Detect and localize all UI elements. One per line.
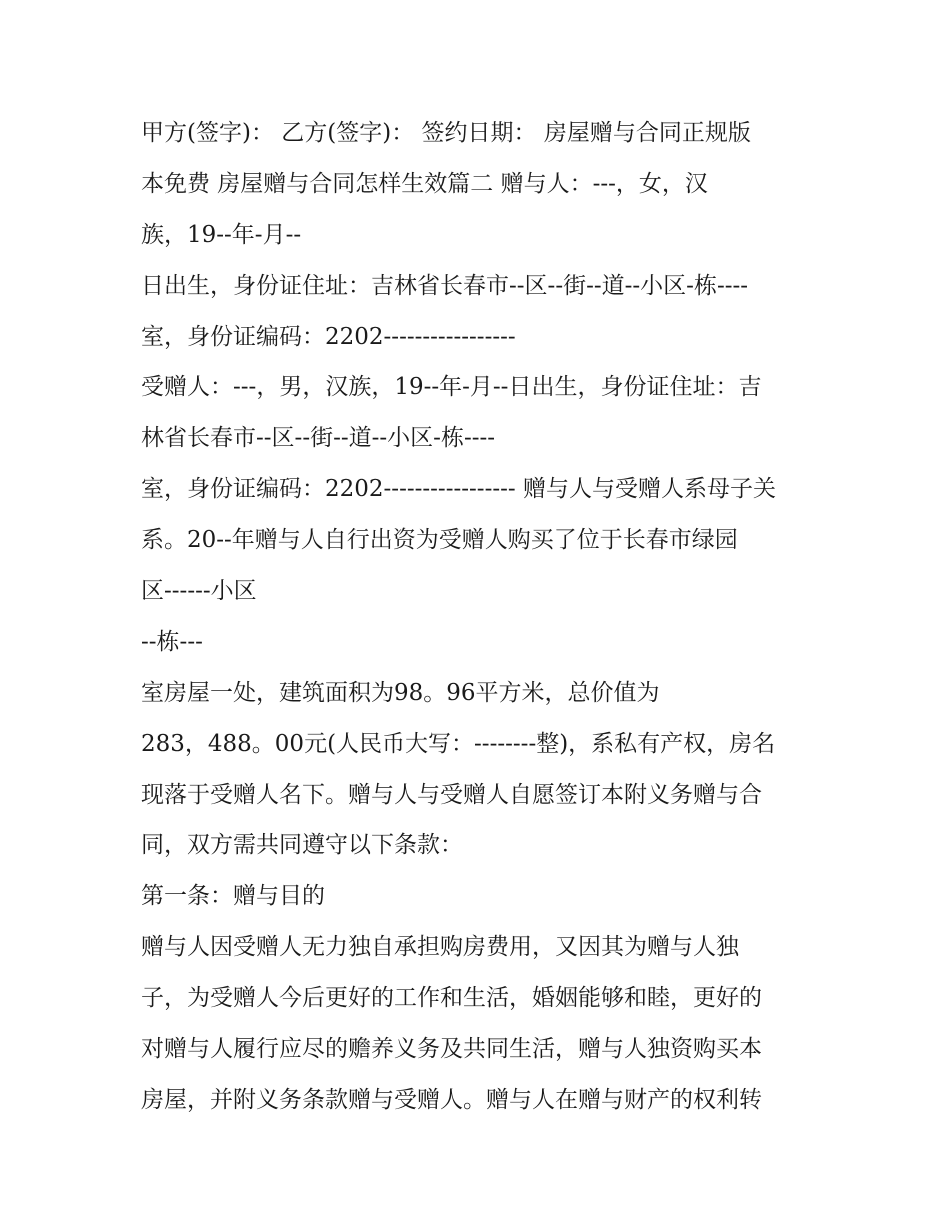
text-line: 赠与人因受赠人无力独自承担购房费用，又因其为赠与人独 xyxy=(141,934,739,961)
text-line: 甲方(签字)： 乙方(签字)： 签约日期： 房屋赠与合同正规版 xyxy=(141,120,751,146)
text-line: 同，双方需共同遵守以下条款： xyxy=(141,832,463,859)
text-line: 区------小区 xyxy=(141,578,257,605)
text-line: 林省长春市--区--街--道--小区-栋---- xyxy=(141,425,496,452)
text-line: 室，身份证编码：2202----------------- xyxy=(141,323,516,350)
text-line: 日出生，身份证住址：吉林省长春市--区--街--道--小区-栋---- xyxy=(141,272,749,299)
text-line: 受赠人：---，男，汉族，19--年-月--日出生，身份证住址：吉 xyxy=(141,374,762,401)
text-line: 系。20--年赠与人自行出资为受赠人购买了位于长春市绿园 xyxy=(141,527,738,554)
text-line: 现落于受赠人名下。赠与人与受赠人自愿签订本附义务赠与合 xyxy=(141,781,762,808)
text-line: 本免费 房屋赠与合同怎样生效篇二 赠与人：---，女，汉 xyxy=(141,170,708,197)
section-heading: 第一条：赠与目的 xyxy=(141,883,325,910)
text-line: 室房屋一处，建筑面积为98。96平方米，总价值为 xyxy=(141,679,660,706)
text-line: 子，为受赠人今后更好的工作和生活，婚姻能够和睦，更好的 xyxy=(141,985,762,1012)
text-line: 对赠与人履行应尽的赡养义务及共同生活，赠与人独资购买本 xyxy=(141,1036,762,1063)
text-line: 房屋，并附义务条款赠与受赠人。赠与人在赠与财产的权利转 xyxy=(141,1086,762,1113)
text-line: 283，488。00元(人民币大写：--------整)，系私有产权，房名 xyxy=(141,730,776,757)
document-body xyxy=(141,108,831,1126)
text-line: --栋--- xyxy=(141,628,203,655)
text-line: 族，19--年-月-- xyxy=(141,221,302,248)
text-line: 室，身份证编码：2202----------------- 赠与人与受赠人系母子关 xyxy=(141,476,776,503)
